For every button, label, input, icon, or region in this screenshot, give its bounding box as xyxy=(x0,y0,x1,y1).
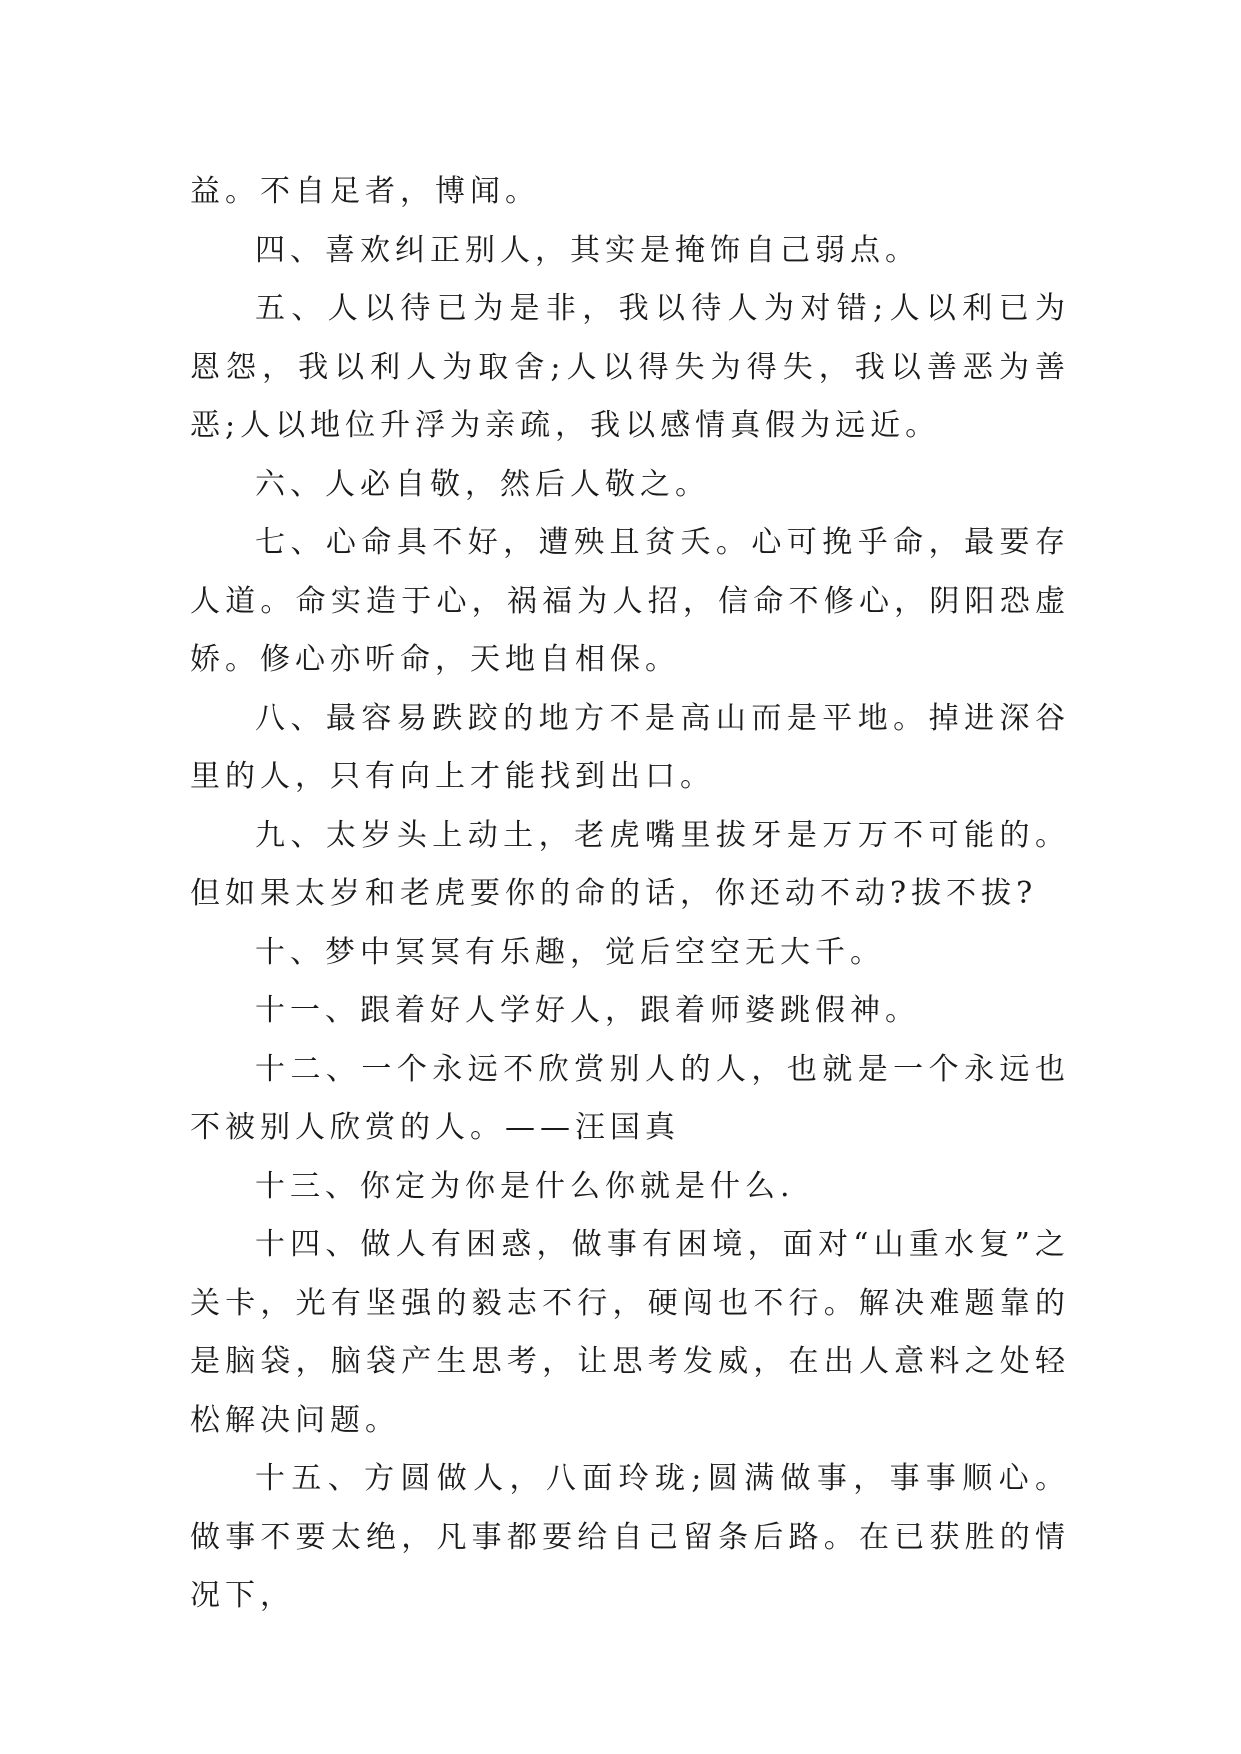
document-body xyxy=(190,163,1070,1626)
paragraph-12: 十二、一个永远不欣赏别人的人，也就是一个永远也不被别人欣赏的人。——汪国真 xyxy=(190,1051,1070,1145)
paragraph-14: 十四、做人有困惑，做事有困境，面对“山重水复”之关卡，光有坚强的毅志不行，硬闯也不行。解决难题靠的是脑袋，脑袋产生思考，让思考发威，在出人意料之处轻松解决问题。 xyxy=(190,1227,1070,1438)
paragraph-9: 九、太岁头上动土，老虎嘴里拔牙是万万不可能的。但如果太岁和老虎要你的命的话，你还动不动?拔不拔? xyxy=(190,817,1070,911)
paragraph-4: 四、喜欢纠正别人，其实是掩饰自己弱点。 xyxy=(255,232,920,268)
paragraph-8: 八、最容易跌跤的地方不是高山而是平地。掉进深谷里的人，只有向上才能找到出口。 xyxy=(190,700,1070,794)
paragraph-6: 六、人必自敬，然后人敬之。 xyxy=(255,466,710,502)
paragraph-15: 十五、方圆做人，八面玲珑;圆满做事，事事顺心。做事不要太绝，凡事都要给自己留条后路。在已获胜的情况下， xyxy=(190,1461,1070,1613)
paragraph-10: 十、梦中冥冥有乐趣，觉后空空无大千。 xyxy=(255,934,885,970)
paragraph-11: 十一、跟着好人学好人，跟着师婆跳假神。 xyxy=(255,993,920,1028)
paragraph-5: 五、人以待已为是非，我以待人为对错;人以利已为恩怨，我以利人为取舍;人以得失为得失，我以善恶为善恶;人以地位升浮为亲疏，我以感情真假为远近。 xyxy=(190,291,1070,443)
paragraph-7: 七、心命具不好，遭殃且贫夭。心可挽乎命，最要存人道。命实造于心，祸福为人招，信命不修心，阴阳恐虚娇。修心亦听命，天地自相保。 xyxy=(190,525,1070,677)
paragraph-13: 十三、你定为你是什么你就是什么. xyxy=(255,1168,795,1204)
paragraph-continuation: 益。不自足者，博闻。 xyxy=(190,174,540,209)
